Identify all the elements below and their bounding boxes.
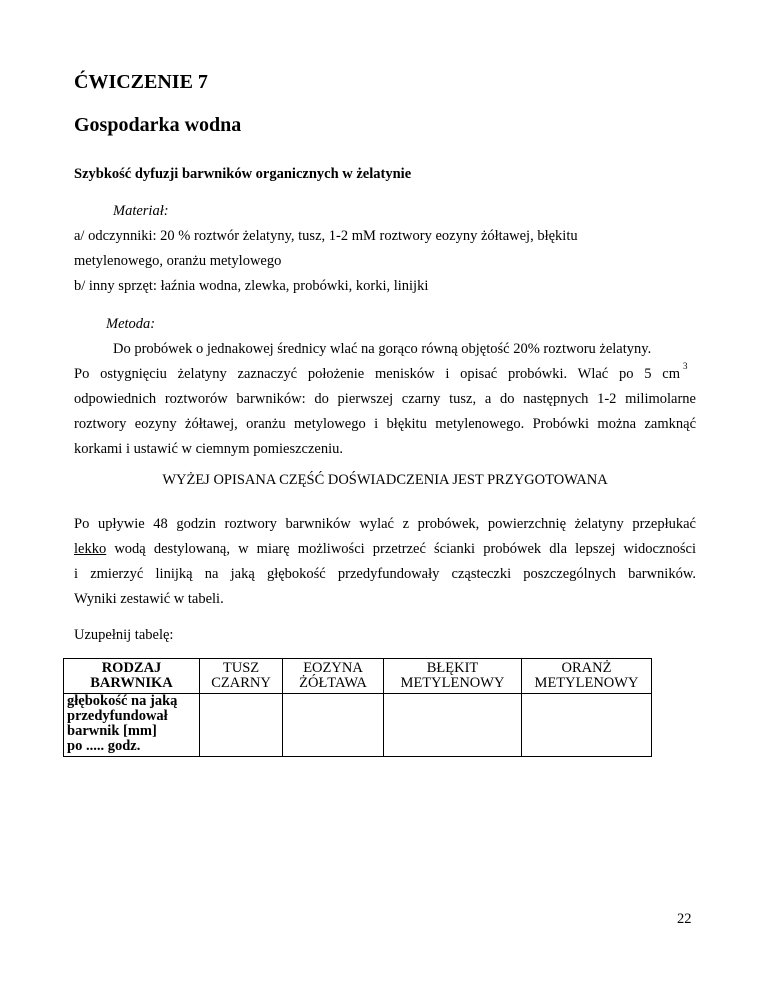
row-label-line-2: przedyfundował xyxy=(67,708,168,724)
table-prompt: Uzupełnij tabelę: xyxy=(74,627,174,643)
exercise-heading: ĆWICZENIE 7 xyxy=(74,71,208,93)
column-header-line-1: TUSZ xyxy=(222,660,260,676)
column-header-eozyna xyxy=(283,659,384,694)
table-header-label xyxy=(64,659,200,694)
cell-eozyna[interactable] xyxy=(283,694,384,757)
page-title: Gospodarka wodna xyxy=(74,114,242,136)
procedure-line-4: Wyniki zestawić w tabeli. xyxy=(74,591,224,607)
cell-tusz[interactable] xyxy=(200,694,283,757)
method-line-2: Po ostygnięciu żelatyny zaznaczyć położenie menisków i opisać probówki. Wlać po 5 cm xyxy=(74,366,680,382)
column-header-line-2: METYLENOWY xyxy=(534,675,639,691)
column-header-line-2: CZARNY xyxy=(211,675,271,691)
method-line-5: korkami i ustawić w ciemnym pomieszczeniu. xyxy=(74,441,343,457)
procedure-line-3: i zmierzyć linijką na jaką głębokość przedyfundowały cząsteczki poszczególnych barwników. xyxy=(74,566,696,582)
column-header-line-1: EOZYNA xyxy=(303,660,363,676)
materials-line-b: b/ inny sprzęt: łaźnia wodna, zlewka, probówki, korki, linijki xyxy=(74,278,429,294)
page-number: 22 xyxy=(677,911,692,927)
results-table xyxy=(63,658,652,757)
column-header-line-1: ORANŻ xyxy=(561,660,612,676)
method-label: Metoda: xyxy=(106,316,156,332)
method-line-1: Do probówek o jednakowej średnicy wlać na gorąco równą objętość 20% roztworu żelatyny. xyxy=(113,341,652,357)
procedure-line-1: Po upływie 48 godzin roztwory barwników wylać z probówek, powierzchnię żelatyny przepłukać xyxy=(74,516,696,532)
row-label-line-4: po ..... godz. xyxy=(67,738,141,754)
cell-blekit[interactable] xyxy=(384,694,522,757)
superscript-3: 3 xyxy=(683,361,688,371)
method-line-4: roztwory eozyny żółtawej, oranżu metylowego i błękitu metylenowego. Probówki można zamknąć xyxy=(74,416,696,432)
header-label-line-1: RODZAJ xyxy=(101,660,162,676)
materials-label: Materiał: xyxy=(113,203,169,219)
column-header-line-2: METYLENOWY xyxy=(400,675,505,691)
row-label-line-1: głębokość na jaką xyxy=(67,693,178,709)
method-line-3: odpowiednich roztworów barwników: do pierwszej czarny tusz, a do następnych 1-2 milimolarne xyxy=(74,391,696,407)
table-data-row xyxy=(64,694,652,757)
cell-oranz[interactable] xyxy=(522,694,652,757)
column-header-blekit xyxy=(384,659,522,694)
section-title: Szybkość dyfuzji barwników organicznych w żelatynie xyxy=(74,166,412,182)
row-label-line-3: barwnik [mm] xyxy=(67,723,157,739)
column-header-oranz xyxy=(522,659,652,694)
table-header-row xyxy=(64,659,652,694)
materials-line-a1: a/ odczynniki: 20 % roztwór żelatyny, tusz, 1-2 mM roztwory eozyny żółtawej, błękitu xyxy=(74,228,578,244)
column-header-line-2: ŻÓŁTAWA xyxy=(299,675,367,691)
procedure-line-2-rest: wodą destylowaną, w miarę możliwości przetrzeć ścianki probówek dla lepszej widoczności xyxy=(106,541,696,557)
column-header-line-1: BŁĘKIT xyxy=(426,660,479,676)
header-label-line-2: BARWNIKA xyxy=(90,675,173,691)
procedure-line-2 xyxy=(74,541,696,558)
underlined-word: lekko xyxy=(74,541,107,557)
column-header-tusz xyxy=(200,659,283,694)
preparation-note: WYŻEJ OPISANA CZĘŚĆ DOŚWIADCZENIA JEST PRZYGOTOWANA xyxy=(162,472,608,488)
materials-line-a2: metylenowego, oranżu metylowego xyxy=(74,253,282,269)
row-label xyxy=(64,694,200,757)
